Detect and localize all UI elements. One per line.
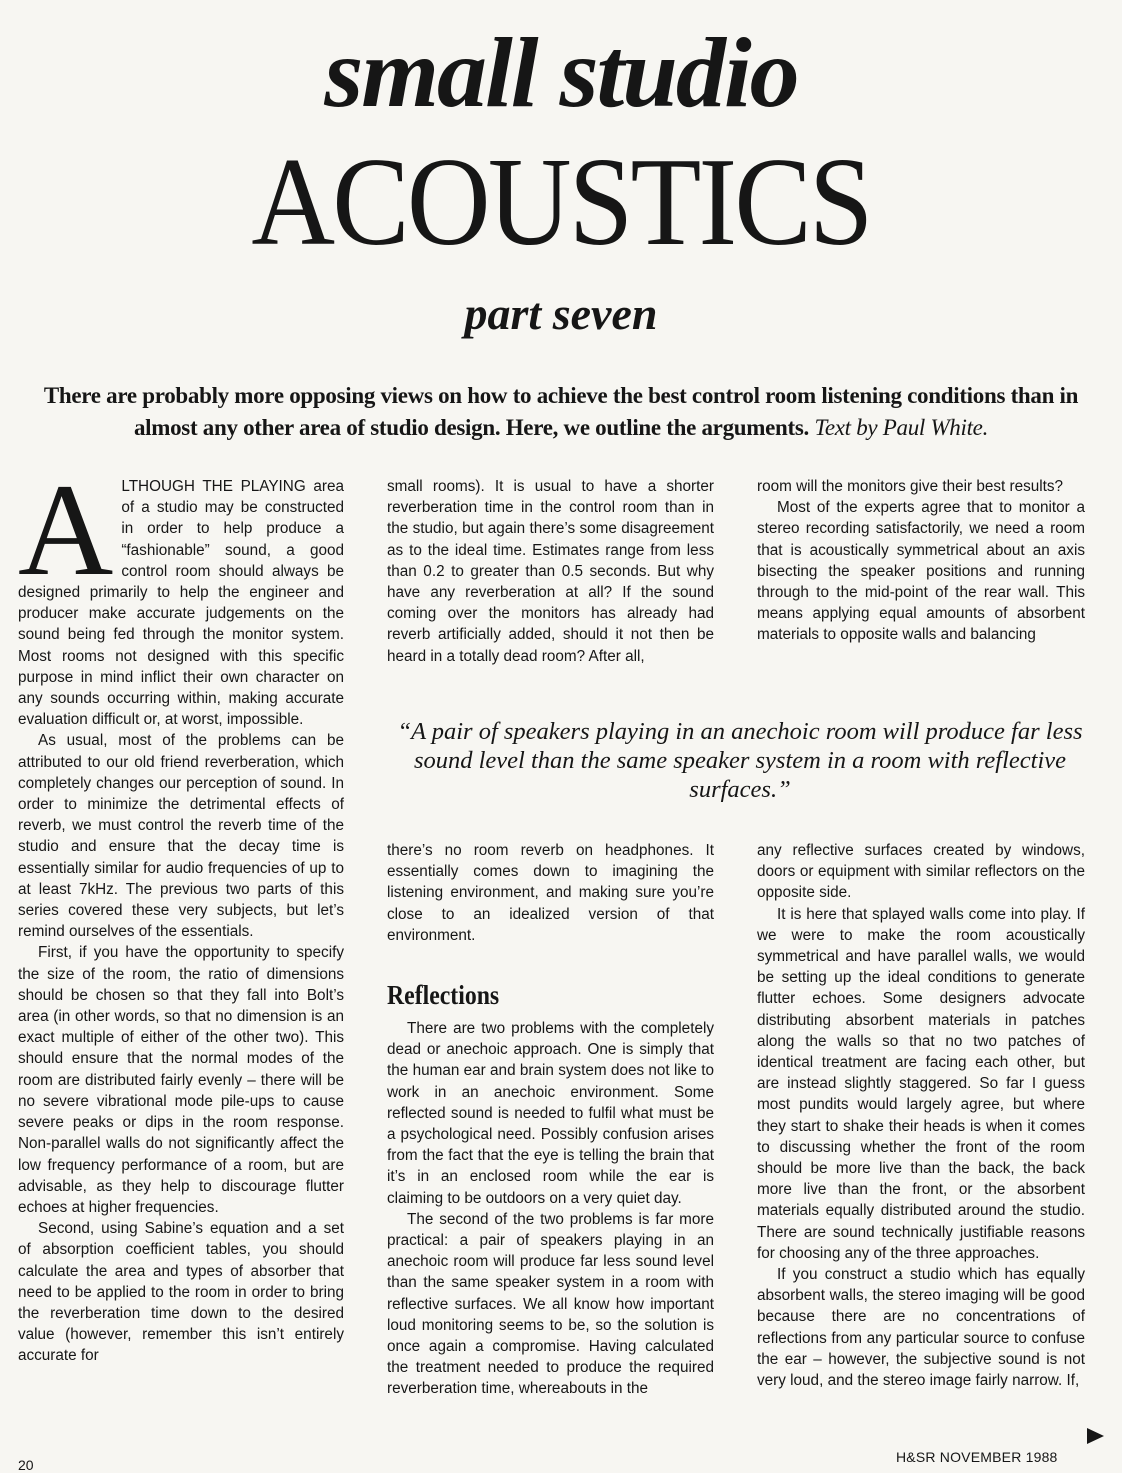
- paragraph: any reflective surfaces created by windows, doors or equipment with similar reflectors on the opposite side.: [757, 842, 1085, 902]
- standfirst-text: There are probably more opposing views on how to achieve the best control room listening conditions than in almost any other area of studio design. Here, we outline the arguments.: [43, 383, 1079, 440]
- column-2-top: [387, 476, 714, 667]
- paragraph: small rooms). It is usual to have a shorter reverberation time in the control room than in the studio, but again there’s some disagreement as to the ideal time. Estimates range from less than 0.2 to greater than 0.5 seconds. But why have any reverberation at all? If the sound coming over the monitors has already had reverb artificially added, should it not then be heard in a totally dead room? After all,: [387, 478, 714, 665]
- paragraph: there’s no room reverb on headphones. It essentially comes down to imagining the listening environment, and making sure you’re close to an idealized version of that environment.: [387, 842, 714, 944]
- pull-quote: “A pair of speakers playing in an anechoic room will produce far less sound level than the same speaker system in a room with reflective surfaces.”: [397, 718, 1083, 803]
- column-3-bottom: [757, 840, 1085, 1391]
- paragraph: Second, using Sabine’s equation and a set of absorption coefficient tables, you should calculate the area and types of absorber that need to be applied to the room in order to bring the reverberation time down to the desired value (however, remember this isn’t entirely accurate for: [18, 1220, 344, 1365]
- column-3-top: [757, 476, 1085, 646]
- continue-arrow-icon: [1087, 1428, 1104, 1444]
- byline: Text by Paul White.: [814, 415, 989, 440]
- title-small-studio: small studio: [324, 17, 798, 128]
- page-number: 20: [18, 1457, 34, 1473]
- paragraph: The second of the two problems is far more practical: a pair of speakers playing in an anechoic room will produce far less sound level than the same speaker system in a room with reflective surfaces. We all know how important loud monitoring seems to be, so the solution is once again a compromise. Having calculated the treatment needed to produce the required reverberation time, whereabouts in the: [387, 1210, 714, 1398]
- drop-cap: A: [18, 456, 114, 603]
- paragraph: First, if you have the opportunity to specify the size of the room, the ratio of dimensions should be chosen so that they fall into Bolt’s area (in other words, so that no dimension is an exact multiple of either of the other two). This should ensure that the normal modes of the room are distributed fairly evenly – there will be no severe vibrational mode pile-ups to cause severe peaks or dips in the room response. Non-parallel walls do not significantly affect the low frequency performance of a room, but are advisable, as they help to discourage flutter echoes at higher frequencies.: [18, 944, 344, 1216]
- paragraph: Most of the experts agree that to monitor a stereo recording satisfactorily, we need a room that is acoustically symmetrical about an axis bisecting the speaker positions and running through to the mid-point of the rear wall. This means applying equal amounts of absorbent materials to opposite walls and balancing: [757, 499, 1085, 644]
- paragraph: There are two problems with the completely dead or anechoic approach. One is simply that the human ear and brain system does not like to work in an anechoic environment. Some reflected sound is needed to fulfil what must be a psychological need. Possibly confusion arises from the fact that the eye is telling the brain that it’s in an enclosed room while the ear is claiming to be outdoors on a very quiet day.: [387, 1020, 714, 1207]
- footer-publication: H&SR NOVEMBER 1988: [896, 1449, 1058, 1465]
- paragraph: If you construct a studio which has equally absorbent walls, the stereo imaging will be good because there are no concentrations of reflections from any particular source to confuse the ear – however, the subjective sound is not very loud, and the stereo image fairly narrow. If,: [757, 1266, 1085, 1390]
- standfirst: [14, 380, 1108, 444]
- paragraph: LTHOUGH THE PLAYING area of a studio may be constructed in order to help produce a “fashionable” sound, a good control room should always be designed primarily to help the engineer and producer make accurate judgements on the sound being fed through the monitor system. Most rooms not designed with this specific purpose in mind inflict their own character on any sounds occurring within, making accurate evaluation difficult or, at worst, impossible.: [18, 478, 344, 729]
- column-1: [18, 456, 344, 1367]
- paragraph: It is here that splayed walls come into play. If we were to make the room acoustically symmetrical and have parallel walls, we would be setting up the ideal conditions to generate flutter echoes. Some designers advocate distributing absorbent materials in patches along the walls so that no two patches of identical treatment are facing each other, but are instead slightly staggered. So far I guess most pundits would largely agree, but where they start to shake their heads is when it comes to discussing whether the front of the room should be more live than the back, the back more live than the front, or the absorbent materials equally distributed around the studio. There are sound technically justifiable reasons for choosing any of the three approaches.: [757, 905, 1085, 1262]
- title-acoustics: ACOUSTICS: [251, 133, 871, 272]
- column-2-bottom: [387, 840, 714, 1400]
- paragraph: As usual, most of the problems can be attributed to our old friend reverberation, which completely changes our perception of sound. In order to minimize the detrimental effects of reverb, we must control the reverb time of the studio and ensure that the decay time is essentially similar for audio frequencies of up to at least 7kHz. The previous two parts of this series covered these very subjects, but let’s remind ourselves of the essentials.: [18, 732, 344, 941]
- paragraph: room will the monitors give their best results?: [757, 478, 1064, 495]
- title-part-seven: part seven: [464, 288, 658, 339]
- subhead-reflections: Reflections: [387, 980, 500, 1011]
